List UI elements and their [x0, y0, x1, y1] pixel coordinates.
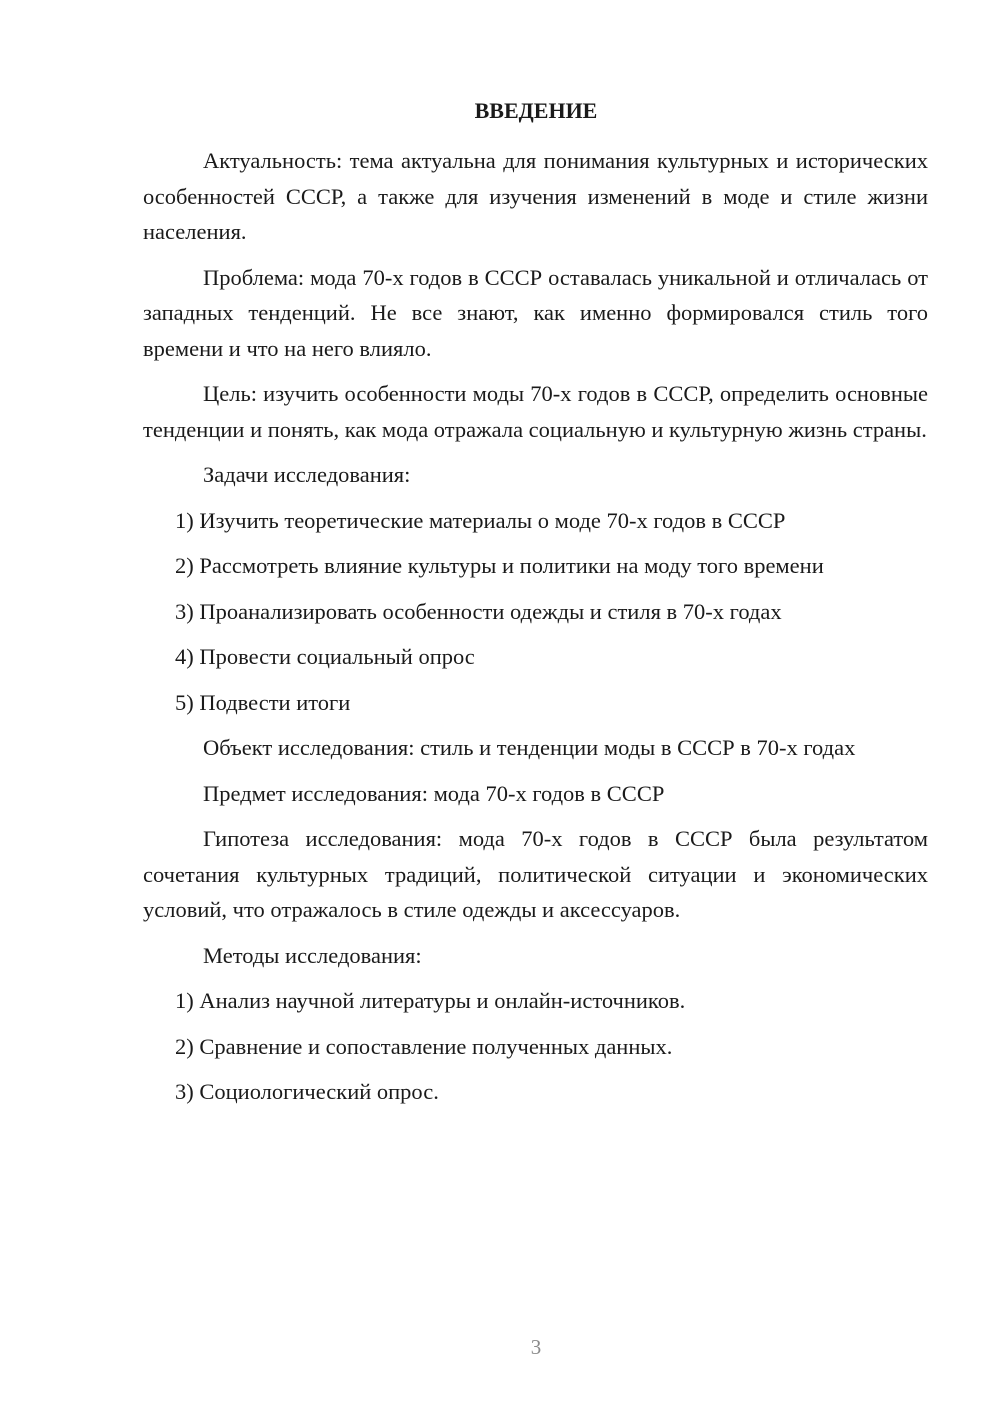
- task-item: 2) Рассмотреть влияние культуры и политики на моду того времени: [175, 553, 824, 578]
- method-item: 3) Социологический опрос.: [175, 1079, 439, 1104]
- task-item: 1) Изучить теоретические материалы о моде 70-х годов в СССР: [175, 507, 786, 533]
- body-text: [143, 143, 928, 1120]
- method-item: 1) Анализ научной литературы и онлайн-источников.: [175, 988, 686, 1013]
- method-item: 2) Сравнение и сопоставление полученных данных.: [175, 1033, 673, 1059]
- tasks-heading: Задачи исследования:: [203, 462, 411, 487]
- methods-list: [143, 983, 928, 1110]
- task-item: 3) Проанализировать особенности одежды и стиля в 70-х годах: [175, 598, 782, 624]
- task-item: 5) Подвести итоги: [175, 689, 351, 715]
- task-item: 4) Провести социальный опрос: [175, 644, 475, 669]
- object-paragraph: Объект исследования: стиль и тенденции моды в СССР в 70-х годах: [203, 735, 856, 760]
- tasks-list: [143, 503, 928, 721]
- hypothesis-paragraph: Гипотеза исследования: мода 70-х годов в СССР была результатом сочетания культурных традиций, политической ситуации и экономических условий, что отражалось в стиле одежды и аксессуаров.: [143, 826, 928, 922]
- relevance-paragraph: Актуальность: тема актуальна для понимания культурных и исторических особенностей СССР, а также для изучения изменений в моде и стиле жизни населения.: [143, 148, 928, 244]
- subject-paragraph: Предмет исследования: мода 70-х годов в СССР: [203, 780, 665, 806]
- goal-paragraph: Цель: изучить особенности моды 70-х годов в СССР, определить основные тенденции и понять, как мода отражала социальную и культурную жизнь страны.: [143, 381, 928, 442]
- methods-heading: Методы исследования:: [203, 942, 422, 968]
- page-number: 3: [530, 1335, 542, 1359]
- section-title: ВВЕДЕНИЕ: [474, 98, 598, 123]
- problem-paragraph: Проблема: мода 70-х годов в СССР оставалась уникальной и отличалась от западных тенденций. Не все знают, как именно формировался стиль того времени и что на него влияло.: [143, 264, 928, 361]
